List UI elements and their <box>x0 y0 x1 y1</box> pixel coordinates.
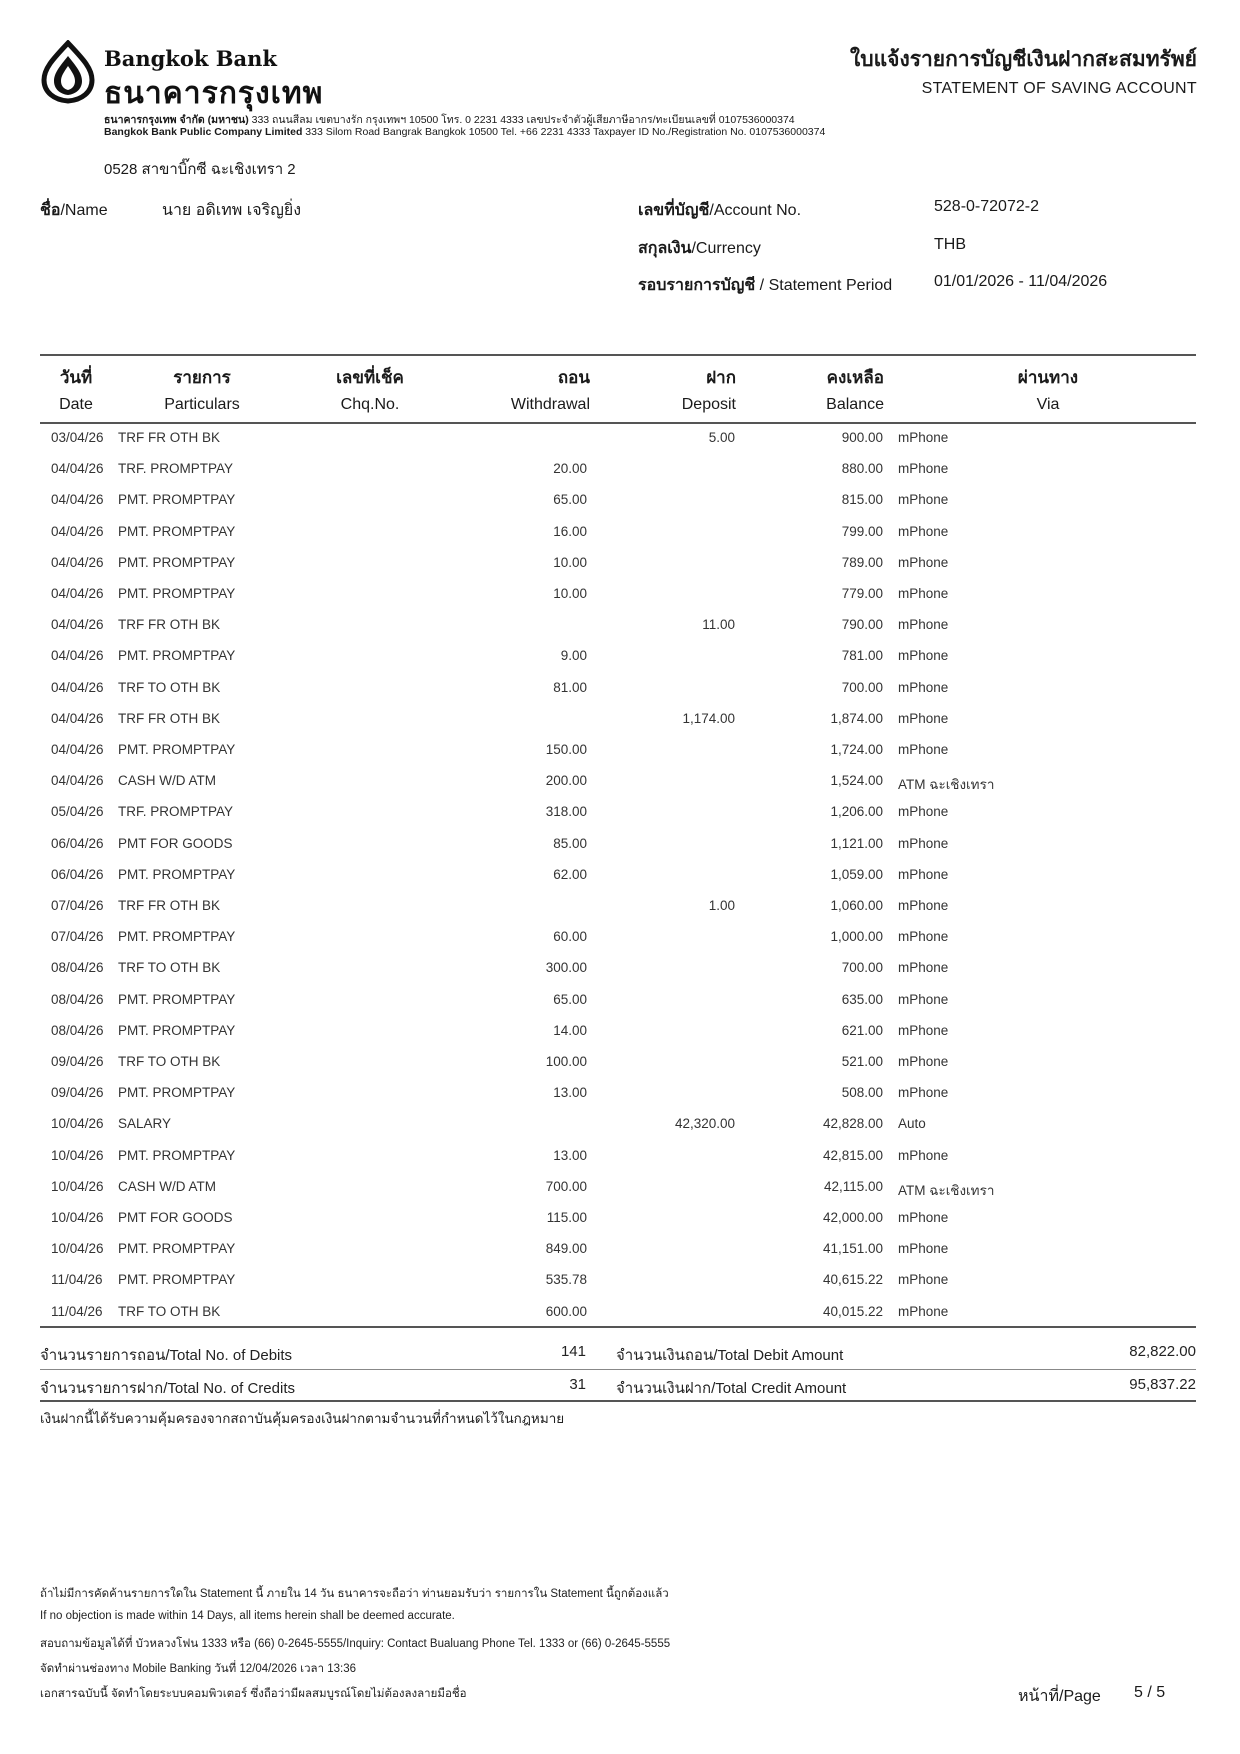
branch: 0528 สาขาบิ๊กซี ฉะเชิงเทรา 2 <box>104 161 296 178</box>
row-particulars: PMT. PROMPTPAY <box>118 523 236 539</box>
row-withdrawal: 849.00 <box>545 1241 587 1257</box>
row-via: mPhone <box>898 960 949 976</box>
row-date: 09/04/26 <box>51 1085 104 1101</box>
row-date: 04/04/26 <box>51 617 104 633</box>
row-balance: 41,151.00 <box>822 1241 883 1257</box>
lotus-logo-icon <box>40 40 96 104</box>
footer-computer-generated: เอกสารฉบับนี้ จัดทำโดยระบบคอมพิวเตอร์ ซึ่งถือว่ามีผลสมบูรณ์โดยไม่ต้องลงลายมือชื่อ <box>40 1688 467 1700</box>
row-balance: 1,060.00 <box>830 898 883 913</box>
row-date: 06/04/26 <box>51 866 104 882</box>
account-no-label <box>638 198 801 223</box>
table-row <box>0 804 1240 835</box>
page-label: หน้าที่/Page <box>1018 1688 1101 1705</box>
row-withdrawal: 535.78 <box>545 1272 587 1288</box>
col-particulars-en: Particulars <box>164 396 240 413</box>
row-balance: 1,059.00 <box>830 866 883 882</box>
footer-objection-en: If no objection is made within 14 Days, all items herein shall be deemed accurate. <box>40 1610 455 1622</box>
row-date: 03/04/26 <box>51 430 104 445</box>
account-no-label-en: /Account No. <box>709 202 802 219</box>
row-date: 04/04/26 <box>51 742 104 757</box>
bank-logo <box>40 40 370 110</box>
row-particulars: PMT. PROMPTPAY <box>118 492 236 508</box>
row-withdrawal: 9.00 <box>560 648 587 664</box>
row-date: 08/04/26 <box>51 1022 104 1038</box>
table-row <box>0 711 1240 742</box>
row-via: mPhone <box>898 648 949 664</box>
col-chq-th: เลขที่เช็ค <box>336 368 404 387</box>
row-via: mPhone <box>898 710 949 726</box>
col-chq-en: Chq.No. <box>340 396 400 413</box>
row-withdrawal: 16.00 <box>553 523 587 539</box>
bank-address-en <box>104 126 825 138</box>
row-date: 10/04/26 <box>51 1210 104 1225</box>
row-withdrawal: 81.00 <box>553 679 587 695</box>
row-via: mPhone <box>898 1054 949 1069</box>
row-particulars: TRF TO OTH BK <box>118 1054 221 1069</box>
row-via: mPhone <box>898 898 949 913</box>
row-withdrawal: 60.00 <box>553 929 587 945</box>
row-via: mPhone <box>898 804 949 820</box>
row-via: mPhone <box>898 866 949 882</box>
row-withdrawal: 700.00 <box>545 1178 587 1194</box>
col-withdrawal-th: ถอน <box>557 368 590 387</box>
row-date: 04/04/26 <box>51 648 104 664</box>
table-top-rule <box>40 354 1196 356</box>
row-particulars: PMT. PROMPTPAY <box>118 1272 236 1288</box>
col-via-en: Via <box>1036 396 1060 413</box>
row-date: 08/04/26 <box>51 960 104 976</box>
table-row <box>0 836 1240 867</box>
total-credit-amount-label: จำนวนเงินฝาก/Total Credit Amount <box>616 1380 847 1397</box>
row-balance: 635.00 <box>841 991 883 1007</box>
row-deposit: 11.00 <box>702 617 735 633</box>
currency: THB <box>934 236 966 253</box>
row-balance: 789.00 <box>841 554 883 570</box>
row-balance: 1,000.00 <box>830 929 883 945</box>
table-row <box>0 1116 1240 1147</box>
row-via: mPhone <box>898 1022 949 1038</box>
row-via: mPhone <box>898 835 949 851</box>
row-particulars: TRF FR OTH BK <box>118 617 220 633</box>
col-via-th: ผ่านทาง <box>1017 368 1079 387</box>
table-row <box>0 1304 1240 1335</box>
row-via: mPhone <box>898 523 949 539</box>
table-row <box>0 586 1240 617</box>
row-withdrawal: 10.00 <box>553 586 587 601</box>
row-date: 04/04/26 <box>51 461 104 477</box>
row-via: mPhone <box>898 742 949 757</box>
totals-bottom-rule <box>40 1400 1196 1402</box>
table-row <box>0 1054 1240 1085</box>
row-particulars: PMT. PROMPTPAY <box>118 1147 236 1163</box>
row-via: mPhone <box>898 492 949 508</box>
row-balance: 1,524.00 <box>830 773 883 789</box>
row-withdrawal: 600.00 <box>545 1303 587 1319</box>
row-withdrawal: 13.00 <box>553 1147 587 1163</box>
row-particulars: PMT. PROMPTPAY <box>118 586 236 601</box>
total-debit-amount-label: จำนวนเงินถอน/Total Debit Amount <box>616 1347 844 1364</box>
row-balance: 40,015.22 <box>822 1303 883 1319</box>
total-credits-label: จำนวนรายการฝาก/Total No. of Credits <box>40 1380 295 1397</box>
row-date: 09/04/26 <box>51 1054 104 1069</box>
row-date: 10/04/26 <box>51 1241 104 1257</box>
row-particulars: PMT. PROMPTPAY <box>118 742 236 757</box>
period-label <box>638 273 892 298</box>
col-withdrawal-en: Withdrawal <box>510 396 590 413</box>
row-particulars: SALARY <box>118 1116 172 1132</box>
account-no: 528-0-72072-2 <box>934 198 1039 215</box>
row-date: 04/04/26 <box>51 679 104 695</box>
row-date: 04/04/26 <box>51 492 104 508</box>
table-row <box>0 1210 1240 1241</box>
row-balance: 42,115.00 <box>823 1178 883 1194</box>
row-balance: 779.00 <box>841 586 883 601</box>
row-particulars: TRF FR OTH BK <box>118 430 220 445</box>
bank-company-th: ธนาคารกรุงเทพ จำกัด (มหาชน) <box>104 114 249 126</box>
bank-address-th-text: 333 ถนนสีลม เขตบางรัก กรุงเทพฯ 10500 โทร. 0 2231 4333 เลขประจำตัวผู้เสียภาษีอากร/ทะเบียนเลขที่ 0107536000374 <box>251 114 795 126</box>
row-withdrawal: 14.00 <box>553 1022 587 1038</box>
bank-name-en: Bangkok Bank <box>104 46 277 71</box>
table-bottom-rule <box>40 1326 1196 1328</box>
col-date-th: วันที่ <box>59 368 93 387</box>
row-balance: 1,874.00 <box>830 710 883 726</box>
name-label-en: /Name <box>60 202 108 219</box>
row-balance: 42,000.00 <box>822 1210 883 1225</box>
row-balance: 700.00 <box>841 679 883 695</box>
row-date: 04/04/26 <box>51 710 104 726</box>
name-label-th: ชื่อ <box>40 202 61 219</box>
row-balance: 700.00 <box>841 960 883 976</box>
row-particulars: PMT. PROMPTPAY <box>118 866 236 882</box>
table-row <box>0 960 1240 991</box>
table-row <box>0 492 1240 523</box>
row-particulars: CASH W/D ATM <box>118 773 217 789</box>
row-deposit: 1.00 <box>708 898 735 913</box>
table-row <box>0 929 1240 960</box>
table-row <box>0 648 1240 679</box>
row-particulars: CASH W/D ATM <box>118 1178 217 1194</box>
row-via: ATM ฉะเชิงเทรา <box>898 1182 995 1198</box>
col-balance-th: คงเหลือ <box>826 368 884 387</box>
table-row <box>0 555 1240 586</box>
row-date: 07/04/26 <box>51 929 104 945</box>
row-via: mPhone <box>898 1085 949 1101</box>
row-particulars: TRF TO OTH BK <box>118 679 221 695</box>
row-deposit: 42,320.00 <box>674 1116 735 1132</box>
row-balance: 1,121.00 <box>830 835 883 851</box>
row-via: Auto <box>898 1116 926 1132</box>
row-date: 11/04/26 <box>51 1272 103 1288</box>
row-via: mPhone <box>898 1272 949 1288</box>
account-holder-name: นาย อดิเทพ เจริญยิ่ง <box>162 202 302 219</box>
row-balance: 42,815.00 <box>822 1147 883 1163</box>
bank-name-th: ธนาคารกรุงเทพ <box>104 76 324 111</box>
row-particulars: PMT. PROMPTPAY <box>118 1085 236 1101</box>
table-header-rule <box>40 422 1196 424</box>
row-balance: 508.00 <box>841 1085 883 1101</box>
row-particulars: TRF TO OTH BK <box>118 1303 221 1319</box>
table-row <box>0 1085 1240 1116</box>
row-withdrawal: 65.00 <box>553 991 587 1007</box>
row-balance: 781.00 <box>841 648 883 664</box>
row-balance: 621.00 <box>841 1022 883 1038</box>
row-withdrawal: 300.00 <box>545 960 587 976</box>
table-row <box>0 617 1240 648</box>
row-balance: 521.00 <box>841 1054 883 1069</box>
row-particulars: PMT. PROMPTPAY <box>118 991 236 1007</box>
row-date: 04/04/26 <box>51 523 104 539</box>
page-number: 5 / 5 <box>1134 1684 1166 1701</box>
table-row <box>0 1148 1240 1179</box>
row-date: 10/04/26 <box>51 1147 104 1163</box>
account-no-label-th: เลขที่บัญชี <box>638 202 710 219</box>
table-row <box>0 1272 1240 1303</box>
row-particulars: PMT. PROMPTPAY <box>118 1022 236 1038</box>
row-withdrawal: 20.00 <box>553 461 587 477</box>
totals-divider <box>40 1369 1196 1370</box>
row-particulars: TRF FR OTH BK <box>118 898 220 913</box>
row-particulars: PMT FOR GOODS <box>118 1210 233 1225</box>
col-particulars-th: รายการ <box>173 368 231 387</box>
row-balance: 799.00 <box>841 523 883 539</box>
row-balance: 1,724.00 <box>830 742 883 757</box>
statement-period: 01/01/2026 - 11/04/2026 <box>934 273 1108 290</box>
col-balance-en: Balance <box>826 396 884 413</box>
row-balance: 790.00 <box>841 617 883 633</box>
row-balance: 42,828.00 <box>822 1116 883 1132</box>
row-balance: 900.00 <box>841 430 883 445</box>
footer-inquiry: สอบถามข้อมูลได้ที่ บัวหลวงโฟน 1333 หรือ (66) 0-2645-5555/Inquiry: Contact Bualuang Phone Tel. 1333 or (66) 0-2645-5555 <box>40 1638 671 1650</box>
row-particulars: TRF. PROMPTPAY <box>118 804 234 820</box>
row-date: 11/04/26 <box>51 1303 103 1319</box>
table-row <box>0 524 1240 555</box>
table-row <box>0 1179 1240 1210</box>
row-via: mPhone <box>898 1303 949 1319</box>
table-row <box>0 1241 1240 1272</box>
row-balance: 880.00 <box>841 461 883 477</box>
table-row <box>0 680 1240 711</box>
total-debit-amount: 82,822.00 <box>1129 1343 1196 1360</box>
row-withdrawal: 100.00 <box>545 1054 587 1069</box>
row-withdrawal: 62.00 <box>553 866 587 882</box>
row-date: 07/04/26 <box>51 898 104 913</box>
row-balance: 40,615.22 <box>822 1272 883 1288</box>
table-row <box>0 898 1240 929</box>
table-row <box>0 742 1240 773</box>
row-withdrawal: 200.00 <box>545 773 587 789</box>
col-deposit-th: ฝาก <box>706 368 736 387</box>
bank-company-en: Bangkok Bank Public Company Limited <box>104 126 303 138</box>
row-withdrawal: 150.00 <box>545 742 587 757</box>
currency-label <box>638 236 761 261</box>
col-date-en: Date <box>59 396 93 413</box>
row-date: 10/04/26 <box>51 1116 104 1132</box>
row-withdrawal: 13.00 <box>553 1085 587 1101</box>
total-credit-amount: 95,837.22 <box>1129 1376 1196 1393</box>
bank-address-en-text: 333 Silom Road Bangrak Bangkok 10500 Tel. +66 2231 4333 Taxpayer ID No./Registration No. 0107536000374 <box>305 126 826 138</box>
statement-title-th: ใบแจ้งรายการบัญชีเงินฝากสะสมทรัพย์ <box>850 48 1197 71</box>
row-particulars: PMT. PROMPTPAY <box>118 648 236 664</box>
deposit-protection-note: เงินฝากนี้ได้รับความคุ้มครองจากสถาบันคุ้มครองเงินฝากตามจำนวนที่กำหนดไว้ในกฎหมาย <box>40 1411 565 1426</box>
name-label <box>40 198 108 223</box>
table-row <box>0 773 1240 804</box>
period-label-th: รอบรายการบัญชี <box>638 277 756 294</box>
row-particulars: PMT. PROMPTPAY <box>118 929 236 945</box>
row-withdrawal: 65.00 <box>553 492 587 508</box>
row-date: 06/04/26 <box>51 835 104 851</box>
row-via: mPhone <box>898 1147 949 1163</box>
row-via: mPhone <box>898 554 949 570</box>
statement-title-en: STATEMENT OF SAVING ACCOUNT <box>921 80 1197 97</box>
table-row <box>0 1023 1240 1054</box>
row-date: 08/04/26 <box>51 991 104 1007</box>
row-particulars: PMT. PROMPTPAY <box>118 554 236 570</box>
row-withdrawal: 318.00 <box>545 804 587 820</box>
row-via: mPhone <box>898 586 949 601</box>
total-debits-label: จำนวนรายการถอน/Total No. of Debits <box>40 1347 293 1364</box>
table-row <box>0 430 1240 461</box>
table-row <box>0 867 1240 898</box>
row-via: mPhone <box>898 617 949 633</box>
row-balance: 1,206.00 <box>830 804 883 820</box>
row-via: mPhone <box>898 929 949 945</box>
row-date: 10/04/26 <box>51 1178 104 1194</box>
total-credits-count: 31 <box>569 1376 586 1393</box>
row-particulars: TRF TO OTH BK <box>118 960 221 976</box>
row-particulars: TRF FR OTH BK <box>118 710 220 726</box>
row-date: 04/04/26 <box>51 773 104 789</box>
row-particulars: PMT. PROMPTPAY <box>118 1241 236 1257</box>
table-row <box>0 461 1240 492</box>
row-particulars: TRF. PROMPTPAY <box>118 461 234 477</box>
row-withdrawal: 85.00 <box>553 835 587 851</box>
row-via: mPhone <box>898 430 949 445</box>
row-date: 04/04/26 <box>51 554 104 570</box>
currency-label-th: สกุลเงิน <box>638 240 692 257</box>
row-withdrawal: 10.00 <box>553 554 587 570</box>
row-via: mPhone <box>898 1241 949 1257</box>
row-via: ATM ฉะเชิงเทรา <box>898 777 995 793</box>
row-via: mPhone <box>898 461 949 477</box>
row-deposit: 5.00 <box>708 430 735 445</box>
row-date: 04/04/26 <box>51 586 104 601</box>
row-date: 05/04/26 <box>51 804 104 820</box>
period-label-en: / Statement Period <box>755 277 893 294</box>
row-particulars: PMT FOR GOODS <box>118 835 233 851</box>
row-via: mPhone <box>898 679 949 695</box>
table-row <box>0 992 1240 1023</box>
col-deposit-en: Deposit <box>681 396 736 413</box>
row-withdrawal: 115.00 <box>546 1210 587 1225</box>
currency-label-en: /Currency <box>691 240 761 257</box>
footer-generated: จัดทำผ่านช่องทาง Mobile Banking วันที่ 12/04/2026 เวลา 13:36 <box>40 1663 357 1675</box>
row-via: mPhone <box>898 991 949 1007</box>
row-via: mPhone <box>898 1210 949 1225</box>
row-deposit: 1,174.00 <box>682 710 735 726</box>
total-debits-count: 141 <box>560 1343 586 1360</box>
footer-objection-th: ถ้าไม่มีการคัดค้านรายการใดใน Statement นี้ ภายใน 14 วัน ธนาคารจะถือว่า ท่านยอมรับว่า รายการใน Statement นี้ถูกต้องแล้ว <box>40 1588 669 1600</box>
row-balance: 815.00 <box>841 492 883 508</box>
